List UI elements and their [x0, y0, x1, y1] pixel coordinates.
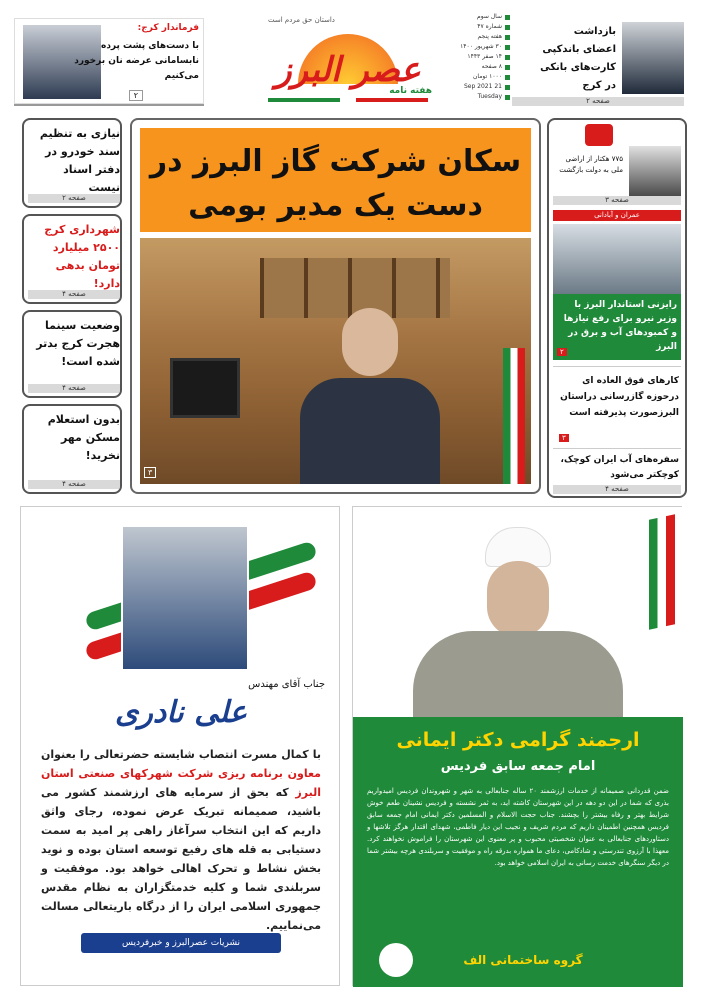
left-story-box[interactable]: [22, 404, 122, 494]
ad-left-body-2: که بحق از سرمایه های ارزشمند کشور می باشید، صمیمانه تبریک عرض نموده، رجای واثق داریم که این انتخاب سرآغاز راهی پر امید به سمت دستیابی به قله های رفیع توسعه استان بوده و نوید بخش نشاط و تحرک اهالی خواهد بود. موفقیت و سربلندی شما و کلیه خدمتگزاران به نظام مقدس جمهوری اسلامی ایران را از درگاه باریتعالی مسالت می‌نماییم.: [41, 786, 321, 932]
top-left-line3: می‌کنیم: [164, 71, 199, 81]
left-story-text: شهرداری کرج ۲۵۰۰ میلیارد تومان بدهی دارد!: [44, 223, 120, 290]
ad-right-body: ضمن قدردانی صمیمانه از خدمات ارزشمند ۲۰ ساله جنابعالی به شهر و شهروندان فردیس امیدواریم بذری که شما در این دو دهه در این شهرستان کاشته اید، به ثمر نشسته و فردیس نشینان طعم خوش شرایط بهتر و رفاه بیشتر را بچشند. جناب حجت الاسلام و المسلمین دکتر ایمانی امام جمعه سابق فردیس همچنین اطمینان داریم که مردم شریف و نجیب این دیار فاطمی، شهدای اقتدار هرگز تلاشها و دستاوردهای جنابعالی به عنوان شخصیتی محبوب و پر معنوی این شهرستان را فراموش نخواهند کرد. معهذا با آرزوی تندرستی و شادکامی، دعای ما همواره بدرقه راه و موفقیت و سربلندی هرچه بیشتر شما در دیگر سنگرهای خدمت رسانی به ایران اسلامی خواهد بود.: [367, 787, 669, 867]
land-page: صفحه ۳: [553, 196, 681, 205]
logo-underline: [268, 98, 428, 102]
ad-right: [352, 506, 682, 986]
ad-left-footer: نشریات عصرالبرز و خبرفردیس: [81, 933, 281, 953]
water-text: سفره‌های آب ایران کوچک، کوچکتر می‌شود: [560, 455, 679, 480]
left-story-page: صفحه ۴: [28, 384, 120, 393]
top-left-page: ۲: [129, 90, 143, 101]
person-figure: [300, 308, 440, 484]
issue-info-line: Tuesday: [448, 92, 510, 102]
main-story-page: ۳: [144, 467, 156, 478]
top-right-line2: اعضای باندکپی: [542, 44, 616, 55]
session-page: ۳: [559, 434, 569, 442]
meeting-page: ۲: [557, 348, 567, 356]
left-story-text: بدون استعلام مسکن مهر نخرید!: [47, 413, 120, 462]
issue-info: [448, 12, 510, 107]
top-right-line3: کارت‌های بانکی: [540, 62, 616, 73]
left-story-text: نیازی به تنظیم سند خودرو در دفتر اسناد نیست: [39, 127, 120, 194]
water-page: صفحه ۴: [553, 485, 681, 494]
ad-left-title-small: جناب آقای مهندس: [248, 679, 325, 690]
left-story-box[interactable]: [22, 214, 122, 304]
meeting-story[interactable]: [553, 224, 681, 360]
top-left-story[interactable]: [14, 18, 204, 104]
issue-info-line: هفته پنجم: [448, 32, 510, 42]
meeting-photo: [553, 224, 681, 294]
top-left-rule: [14, 104, 204, 106]
top-right-photo: [622, 22, 684, 94]
section-label: عمران و آبادانی: [553, 210, 681, 221]
logo-text: عصر البرز: [275, 50, 421, 90]
ad-right-photo-area: [353, 507, 683, 717]
slogan: داستان حق مردم است: [268, 16, 335, 24]
red-logo-icon: [585, 124, 613, 146]
alef-logo-icon: [379, 943, 413, 977]
land-text: ۷۷۵ هکتار از اراضی ملی به دولت بازگشت: [559, 155, 623, 174]
main-headline-line1: سکان شرکت گاز البرز در: [149, 144, 522, 179]
ad-left-body: [41, 745, 321, 935]
ad-right-green-panel: [353, 717, 683, 987]
issue-info-line: سال سوم: [448, 12, 510, 22]
session-text: کارهای فوق العاده ای درحوزه گازرسانی دراستان البرزصورت پذیرفته است: [560, 376, 679, 418]
main-photo: [140, 238, 531, 484]
issue-info-line: 21 Sep 2021: [448, 82, 510, 92]
left-story-box[interactable]: [22, 118, 122, 208]
masthead: [0, 0, 701, 115]
top-right-line4: در کرج: [582, 80, 616, 91]
left-story-box[interactable]: [22, 310, 122, 398]
naderi-photo: [121, 525, 249, 671]
ad-right-signature: گروه ساختمانی الف: [463, 953, 583, 967]
flag-stripes-icon: [649, 514, 675, 630]
iran-flag-icon: [503, 348, 525, 484]
left-story-page: صفحه ۲: [28, 194, 120, 203]
ad-left-name: علی نادری: [114, 695, 248, 730]
logo: [258, 10, 438, 105]
logo-subtitle: هفته نامه: [389, 86, 432, 96]
top-right-line1: بازداشت: [573, 26, 616, 37]
top-left-line1: با دست‌های پشت پرده: [101, 41, 199, 51]
left-story-text: وضعیت سینما هجرت کرج بدتر شده است!: [36, 319, 120, 368]
session-story[interactable]: [553, 366, 681, 444]
main-story[interactable]: [130, 118, 541, 494]
monitor-icon: [170, 358, 240, 418]
top-left-label: فرماندار کرج:: [137, 23, 199, 33]
issue-info-line: ۸ صفحه: [448, 62, 510, 72]
ad-left-highlight: معاون برنامه ریزی شرکت شهرکهای صنعتی استان البرز: [41, 767, 321, 799]
issue-info-line: شماره ۴۷: [448, 22, 510, 32]
ad-right-title: ارجمند گرامی دکتر ایمانی: [396, 729, 640, 751]
imani-figure: [413, 527, 623, 717]
ad-left: [20, 506, 340, 986]
right-column-box: [547, 118, 687, 498]
left-story-page: صفحه ۴: [28, 290, 120, 299]
main-headline-line2: دست یک مدیر بومی: [188, 188, 483, 223]
meeting-text: رایزنی استاندار البرز با وزیر نیرو برای رفع نیازها و کمبودهای آب و برق در البرز: [563, 300, 677, 352]
top-right-story[interactable]: [508, 16, 688, 106]
issue-info-line: ۱۰۰۰ تومان: [448, 72, 510, 82]
left-story-page: صفحه ۴: [28, 480, 120, 489]
top-left-line2: نابسامانی عرضه نان برخورد: [74, 56, 199, 66]
issue-info-line: ۱۴ صفر ۱۴۴۳: [448, 52, 510, 62]
ad-left-body-1: با کمال مسرت انتصاب شایسته حضرتعالی را بعنوان: [41, 748, 321, 761]
ad-right-subtitle: امام جمعه سابق فردیس: [440, 759, 596, 774]
issue-info-line: ۳۰ شهریور ۱۴۰۰: [448, 42, 510, 52]
top-right-page: صفحه ۲: [512, 97, 684, 106]
